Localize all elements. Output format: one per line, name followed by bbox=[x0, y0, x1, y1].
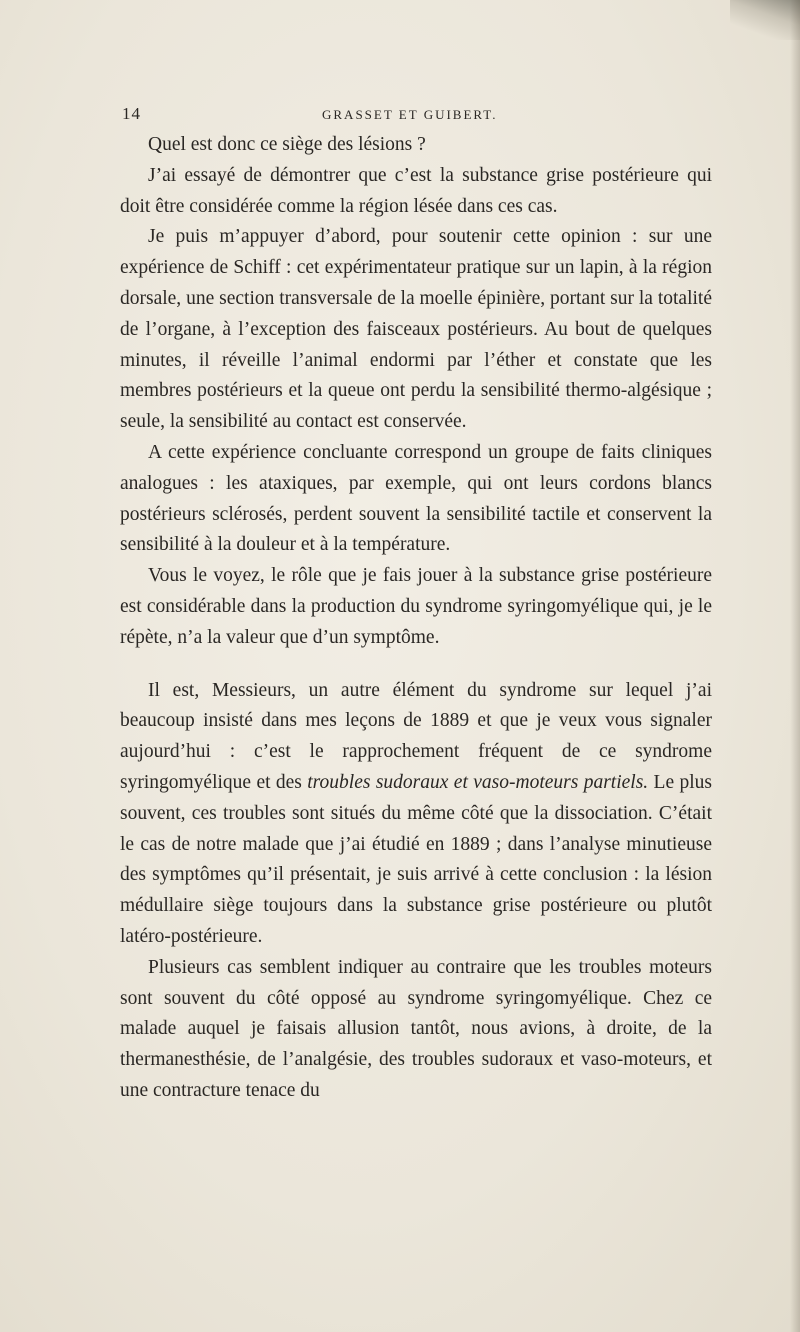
paragraph-motor-troubles: Plusieurs cas semblent indiquer au contraire que les troubles moteurs sont souvent du côté opposé au syndrome syringomyélique. Chez ce malade auquel je faisais allusion tantôt, nous avions, à droite, de la thermanesthésie, de l’analgésie, des troubles sudoraux et vaso-moteurs, et une contracture tenace du bbox=[120, 956, 712, 1101]
paragraph-troubles-italic: troubles sudoraux et vaso-moteurs partiels. bbox=[307, 771, 649, 793]
page-edge-shadow bbox=[790, 0, 800, 1332]
paragraph-troubles bbox=[120, 676, 712, 953]
paragraph-substance-grise: J’ai essayé de démontrer que c’est la substance grise postérieure qui doit être considérée comme la région lésée dans ces cas. bbox=[120, 164, 712, 217]
body-text bbox=[120, 130, 712, 1107]
paragraph-clinical-facts: A cette expérience concluante correspond un groupe de faits cliniques analogues : les ataxiques, par exemple, qui ont leurs cordons blancs postérieurs sclérosés, perdent souvent la sensibilité tactile et conservent la sensibilité à la douleur et à la température. bbox=[120, 441, 712, 556]
paragraph-question: Quel est donc ce siège des lésions ? bbox=[148, 134, 426, 155]
paragraph-troubles-before: Il est, Messieurs, un autre élément du syndrome sur lequel j’ai beaucoup insisté dans mes leçons de 1889 et que je veux vous signaler aujourd’hui : c’est le rapprochement fréquent de ce syndrome syringomyélique et des bbox=[120, 679, 712, 793]
page-number: 14 bbox=[122, 104, 141, 123]
paragraph-troubles-after: Le plus souvent, ces troubles sont situés du même côté que la dissociation. C’était le cas de notre malade que j’ai étudié en 1889 ; dans l’analyse minutieuse des symptômes qu’il présentait, je suis arrivé à cette conclusion : la lésion médullaire siège toujours dans la substance grise postérieure ou plutôt latéro-postérieure. bbox=[120, 771, 712, 947]
running-head: GRASSET ET GUIBERT. bbox=[322, 107, 498, 122]
paragraph-role-substance: Vous le voyez, le rôle que je fais jouer à la substance grise postérieure est considérable dans la production du syndrome syringomyélique qui, je le répète, n’a la valeur que d’un symptôme. bbox=[120, 565, 712, 648]
page-header bbox=[122, 104, 712, 128]
paragraph-schiff-experiment: Je puis m’appuyer d’abord, pour soutenir cette opinion : sur une expérience de Schiff : cet expérimentateur pratique sur un lapin, à la région dorsale, une section transversale de la moelle épinière, portant sur la totalité de l’organe, à l’exception des faisceaux postérieurs. Au bout de quelques minutes, il réveille l’animal endormi par l’éther et constate que les membres postérieurs et la queue ont perdu la sensibilité thermo-algésique ; seule, la sensibilité au contact est conservée. bbox=[120, 226, 712, 433]
